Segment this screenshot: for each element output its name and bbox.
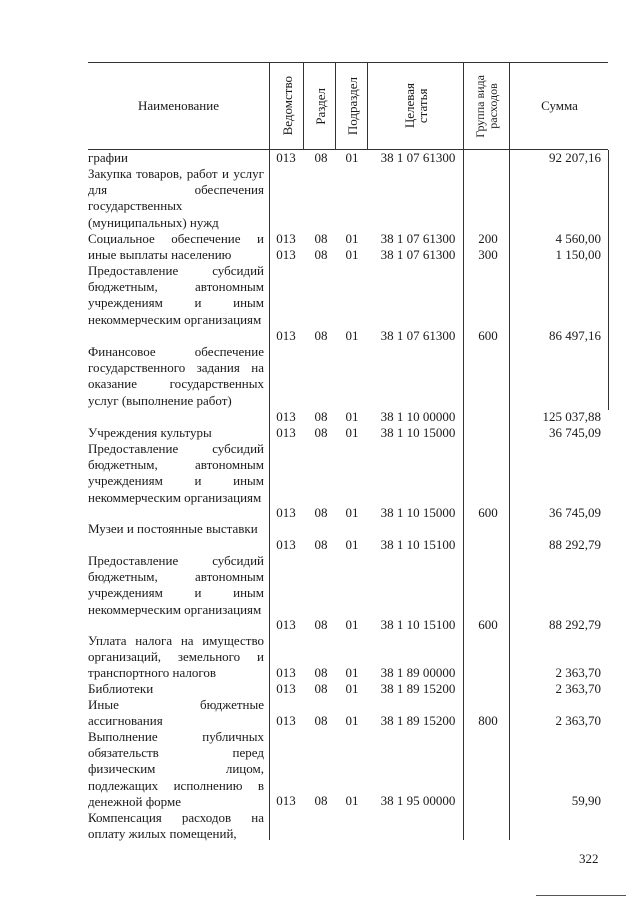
row-razdel: 08 — [314, 231, 328, 246]
row-razdel: 08 — [314, 617, 328, 632]
row-summa: 125 037,88 — [542, 409, 601, 424]
row-summa: 36 745,09 — [549, 505, 601, 520]
row-summa: 59,90 — [571, 793, 601, 808]
row-name: Уплата налога на имущество организаций, земельного и транспортного налогов — [88, 633, 264, 681]
row-name: Библиотеки — [88, 681, 154, 696]
column-divider — [463, 150, 464, 840]
row-podrazdel: 01 — [345, 681, 359, 696]
row-gruppa: 800 — [478, 713, 498, 728]
row-razdel: 08 — [314, 505, 328, 520]
row-razdel: 08 — [314, 328, 328, 343]
row-summa: 88 292,79 — [549, 537, 601, 552]
row-name: Социальное обеспечение и иные выплаты населению — [88, 231, 264, 263]
row-ved: 013 — [276, 409, 296, 424]
row-ved: 013 — [276, 713, 296, 728]
row-podrazdel: 01 — [345, 409, 359, 424]
row-name: Предоставление субсидий бюджетным, автономным учреждениям и иным некоммерческим организациям — [88, 263, 264, 327]
row-razdel: 08 — [314, 665, 328, 680]
row-celevaya: 38 1 10 00000 — [380, 409, 456, 424]
row-razdel: 08 — [314, 793, 328, 808]
row-razdel: 08 — [314, 425, 328, 440]
row-celevaya: 38 1 89 15200 — [380, 713, 456, 728]
header-gruppa: Группа вида расходов — [463, 63, 510, 149]
row-ved: 013 — [276, 505, 296, 520]
row-gruppa: 600 — [478, 617, 498, 632]
row-ved: 013 — [276, 425, 296, 440]
column-divider — [608, 150, 609, 410]
row-podrazdel: 01 — [345, 537, 359, 552]
row-celevaya: 38 1 07 61300 — [380, 328, 456, 343]
row-celevaya: 38 1 10 15000 — [380, 425, 456, 440]
footer-rule — [536, 895, 626, 896]
row-summa: 4 560,00 — [555, 231, 601, 246]
row-ved: 013 — [276, 681, 296, 696]
row-podrazdel: 01 — [345, 713, 359, 728]
row-name: Компенсация расходов на оплату жилых помещений, — [88, 810, 264, 842]
row-gruppa: 600 — [478, 505, 498, 520]
header-ved: Ведомство — [269, 63, 304, 149]
row-podrazdel: 01 — [345, 793, 359, 808]
row-name: Финансовое обеспечение государственного задания на оказание государственных услуг (выполнение работ) — [88, 344, 264, 408]
column-divider — [509, 150, 510, 840]
row-ved: 013 — [276, 617, 296, 632]
row-ved: 013 — [276, 537, 296, 552]
row-celevaya: 38 1 07 61300 — [380, 231, 456, 246]
row-summa: 92 207,16 — [549, 150, 601, 165]
row-podrazdel: 01 — [345, 328, 359, 343]
row-ved: 013 — [276, 150, 296, 165]
row-celevaya: 38 1 07 61300 — [380, 247, 456, 262]
row-podrazdel: 01 — [345, 150, 359, 165]
row-podrazdel: 01 — [345, 231, 359, 246]
table-header — [88, 62, 608, 150]
row-podrazdel: 01 — [345, 505, 359, 520]
row-summa: 1 150,00 — [555, 247, 601, 262]
row-name: Закупка товаров, работ и услуг для обеспечения государственных (муниципальных) нужд — [88, 166, 264, 230]
row-summa: 2 363,70 — [555, 713, 601, 728]
row-celevaya: 38 1 10 15000 — [380, 505, 456, 520]
row-summa: 2 363,70 — [555, 665, 601, 680]
row-gruppa: 200 — [478, 231, 498, 246]
row-gruppa: 300 — [478, 247, 498, 262]
row-name: Предоставление субсидий бюджетным, автономным учреждениям и иным некоммерческим организациям — [88, 441, 264, 505]
column-divider — [269, 150, 270, 840]
header-summa: Сумма — [509, 63, 609, 149]
header-razdel: Раздел — [303, 63, 336, 149]
row-summa: 36 745,09 — [549, 425, 601, 440]
row-celevaya: 38 1 10 15100 — [380, 537, 456, 552]
row-podrazdel: 01 — [345, 247, 359, 262]
row-name: графии — [88, 150, 128, 165]
row-ved: 013 — [276, 793, 296, 808]
row-podrazdel: 01 — [345, 665, 359, 680]
row-celevaya: 38 1 89 15200 — [380, 681, 456, 696]
row-name: Выполнение публичных обязательств перед физическим лицом, подлежащих исполнению в денежной форме — [88, 729, 264, 809]
row-summa: 2 363,70 — [555, 681, 601, 696]
header-name: Наименование — [138, 98, 219, 113]
row-ved: 013 — [276, 665, 296, 680]
row-razdel: 08 — [314, 150, 328, 165]
row-summa: 88 292,79 — [549, 617, 601, 632]
row-razdel: 08 — [314, 537, 328, 552]
row-summa: 86 497,16 — [549, 328, 601, 343]
row-name: Иные бюджетные ассигнования — [88, 697, 264, 729]
row-ved: 013 — [276, 247, 296, 262]
row-name: Учреждения культуры — [88, 425, 212, 440]
row-celevaya: 38 1 10 15100 — [380, 617, 456, 632]
row-celevaya: 38 1 95 00000 — [380, 793, 456, 808]
row-razdel: 08 — [314, 681, 328, 696]
row-gruppa: 600 — [478, 328, 498, 343]
row-ved: 013 — [276, 328, 296, 343]
row-name: Музеи и постоянные выставки — [88, 521, 258, 536]
page-number: 322 — [579, 851, 599, 866]
row-celevaya: 38 1 07 61300 — [380, 150, 456, 165]
header-celevaya: Целевая статья — [367, 63, 464, 149]
row-razdel: 08 — [314, 713, 328, 728]
row-name: Предоставление субсидий бюджетным, автономным учреждениям и иным некоммерческим организациям — [88, 553, 264, 617]
row-razdel: 08 — [314, 247, 328, 262]
row-podrazdel: 01 — [345, 425, 359, 440]
row-podrazdel: 01 — [345, 617, 359, 632]
row-razdel: 08 — [314, 409, 328, 424]
row-ved: 013 — [276, 231, 296, 246]
header-podrazdel: Подраздел — [335, 63, 368, 149]
row-celevaya: 38 1 89 00000 — [380, 665, 456, 680]
